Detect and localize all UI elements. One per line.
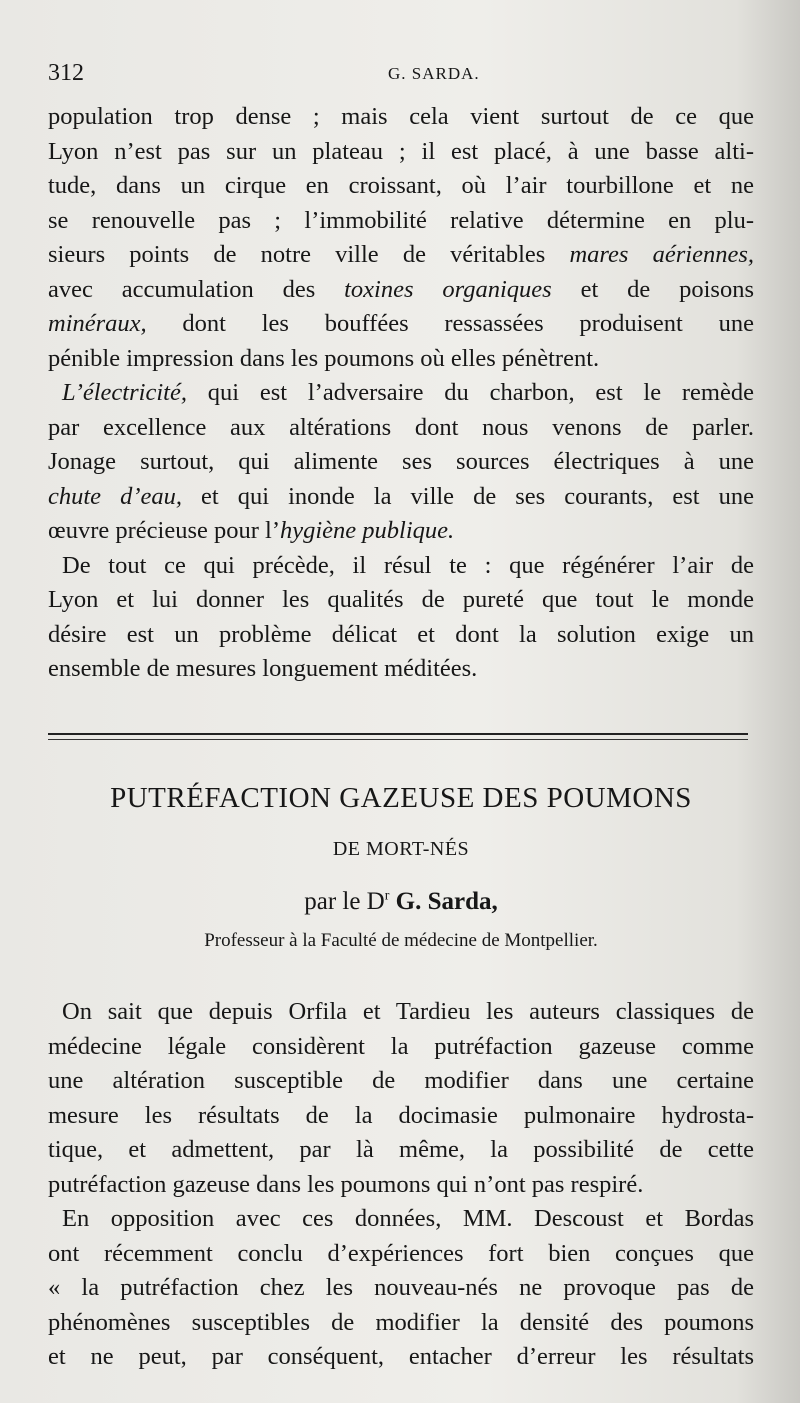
article-title: PUTRÉFACTION GAZEUSE DES POUMONS <box>110 782 692 814</box>
paragraph-electricity <box>48 376 754 411</box>
text-line: œuvre précieuse pour l’hygiène publique. <box>48 517 455 544</box>
text-line: On sait que depuis Orfila et Tardieu les auteurs classiques de <box>62 998 754 1025</box>
text-line: tude, dans un cirque en croissant, où l’air tourbillone et ne <box>48 172 754 199</box>
text-line: une altération susceptible de modifier dans une certaine <box>48 1067 754 1094</box>
text-line: médecine légale considèrent la putréfaction gazeuse comme <box>48 1032 754 1060</box>
section-divider <box>48 733 748 740</box>
paragraph-electricity-cont <box>48 411 754 549</box>
italic-term: minéraux, <box>48 310 147 337</box>
italic-term: chute d’eau, <box>48 482 182 510</box>
author-name: G. Sarda, <box>395 888 498 915</box>
author-affiliation: Professeur à la Faculté de médecine de Montpellier. <box>204 930 598 951</box>
paragraph-conclusion-cont <box>48 583 754 687</box>
italic-term: toxines organiques <box>344 275 552 303</box>
text-line: sieurs points de notre ville de véritables mares aériennes, <box>48 241 754 268</box>
text-block-top <box>48 100 754 687</box>
text-line: pénible impression dans les poumons où elles pénètrent. <box>48 344 600 372</box>
text-line: ont récemment conclu d’expériences fort bien conçues que <box>48 1239 754 1267</box>
italic-term: L’électricité, <box>62 379 187 406</box>
paragraph-intro-cont <box>48 1030 754 1203</box>
paragraph-opposition-cont <box>48 1237 754 1375</box>
text-line: et ne peut, par conséquent, entacher d’erreur les résultats <box>48 1343 754 1370</box>
text-line: En opposition avec ces données, MM. Descoust et Bordas <box>62 1205 754 1232</box>
italic-term: mares aériennes, <box>569 241 754 268</box>
text-line: chute d’eau, et qui inonde la ville de ses courants, est une <box>48 482 754 510</box>
text-line: désire est un problème délicat et dont la solution exige un <box>48 620 754 648</box>
text-line: « la putréfaction chez les nouveau-nés ne provoque pas de <box>48 1274 754 1301</box>
text-line: mesure les résultats de la docimasie pulmonaire hydrosta- <box>48 1101 754 1129</box>
text-line: minéraux, dont les bouffées ressassées produisent une <box>48 310 754 337</box>
text-line: population trop dense ; mais cela vient surtout de ce que <box>48 103 754 130</box>
paragraph-opposition <box>48 1202 754 1237</box>
page-number: 312 <box>48 60 84 86</box>
text-line: phénomènes susceptibles de modifier la densité des poumons <box>48 1308 754 1336</box>
text-block-article <box>48 995 754 1375</box>
text-line: Lyon n’est pas sur un plateau ; il est placé, à une basse alti- <box>48 137 754 165</box>
italic-term: hygiène publique. <box>279 517 455 544</box>
text-line: De tout ce qui précède, il résul te : que régénérer l’air de <box>62 551 754 579</box>
paragraph-conclusion <box>48 549 754 584</box>
page-header <box>48 60 740 94</box>
text-line: se renouvelle pas ; l’immobilité relative détermine en plu- <box>48 206 754 234</box>
article-byline: par le $D^r$ G. Sarda, <box>304 888 498 915</box>
text-line: avec accumulation des toxines organiques et de poisons <box>48 275 754 303</box>
text-line: tique, et admettent, par là même, la possibilité de cette <box>48 1136 754 1163</box>
text-line: ensemble de mesures longuement méditées. <box>48 655 478 682</box>
text-line: par excellence aux altérations dont nous venons de parler. <box>48 413 754 441</box>
running-head: G. SARDA. <box>388 64 480 83</box>
paragraph-air <box>48 100 754 376</box>
article-subtitle: DE MORT-NÉS <box>332 838 470 860</box>
text-line: Jonage surtout, qui alimente ses sources électriques à une <box>48 448 754 475</box>
paragraph-intro <box>48 995 754 1030</box>
text-line: L’électricité, qui est l’adversaire du charbon, est le remède <box>62 379 754 406</box>
text-line: putréfaction gazeuse dans les poumons qui n’ont pas respiré. <box>48 1170 644 1198</box>
text-line: Lyon et lui donner les qualités de pureté que tout le monde <box>48 586 754 613</box>
